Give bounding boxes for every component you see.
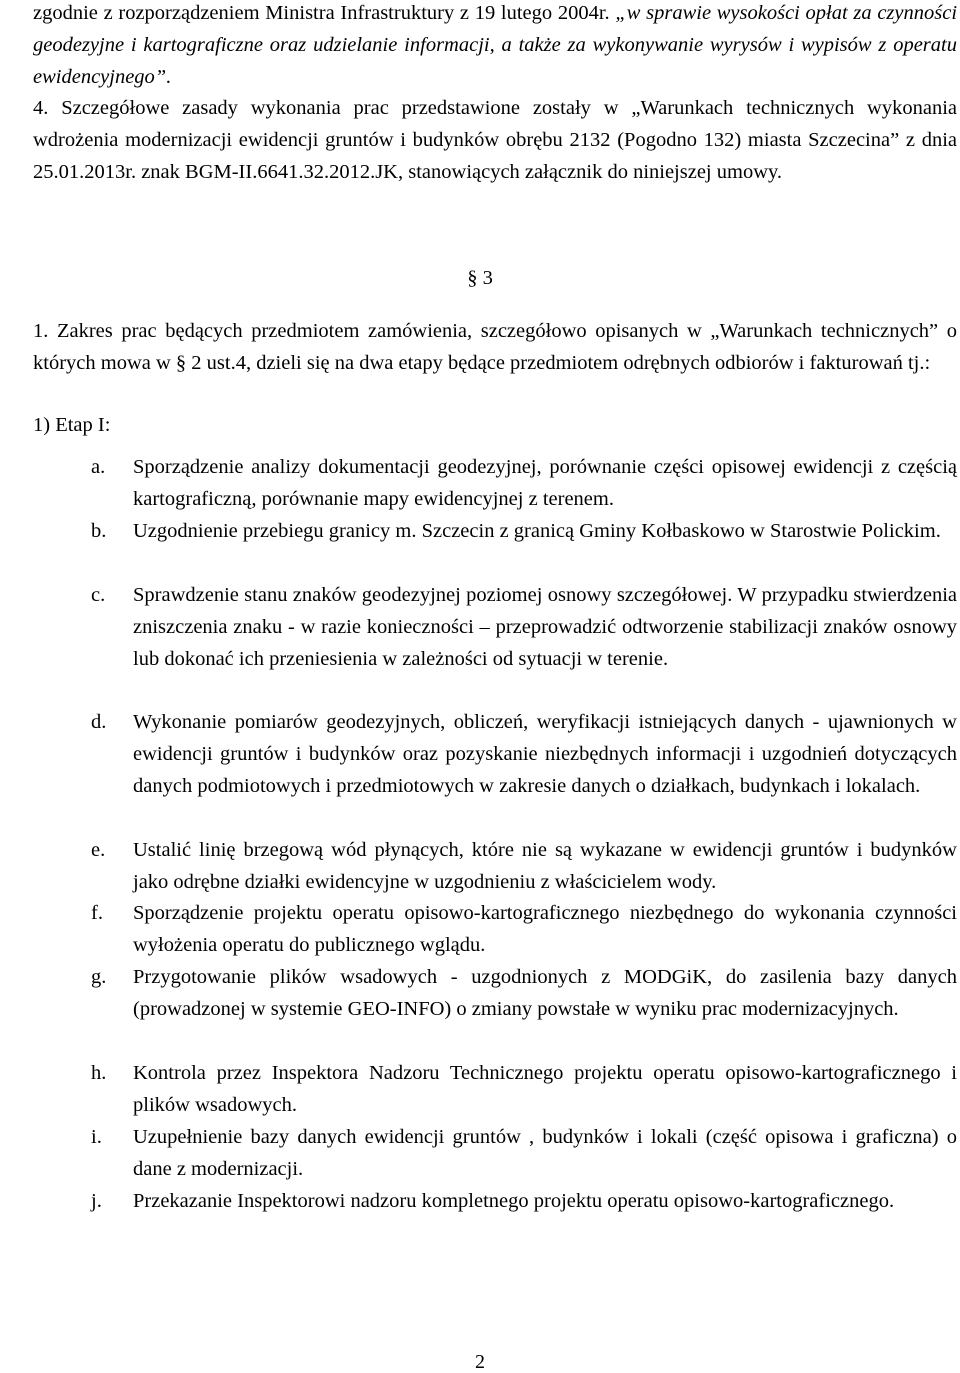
point-4-text: 4. Szczegółowe zasady wykonania prac przedstawione zostały w „Warunkach technicznych wykonania wdrożenia modernizacji ewidencji gruntów i budynków obrębu 2132 (Pogodno 132) miasta Szczecina” z dnia 25.01.2013r. znak BGM-II.6641.32.2012.JK, stanowiących załącznik do niniejszej umowy. [33, 97, 957, 183]
list-item-text: Sprawdzenie stanu znaków geodezyjnej poziomej osnowy szczegółowej. W przypadku stwierdzenia zniszczenia znaku - w razie konieczności – przeprowadzić odtworzenie stabilizacji znaków osnowy lub dokonać ich przeniesienia w zależności od sytuacji w terenie. [133, 584, 957, 670]
intro-text: zgodnie z rozporządzeniem Ministra Infrastruktury z 19 lutego 2004r. [33, 2, 616, 24]
list-item-text: Sporządzenie analizy dokumentacji geodezyjnej, porównanie części opisowej ewidencji z częścią kartograficzną, porównanie mapy ewidencyjnej z terenem. [133, 456, 957, 510]
list-item-letter: a. [91, 456, 106, 478]
list-item-letter: h. [91, 1062, 107, 1084]
list-item-letter: i. [91, 1126, 102, 1148]
intro-paragraph [33, 0, 957, 93]
list-item-text: Sporządzenie projektu operatu opisowo-kartograficznego niezbędnego do wykonania czynności wyłożenia operatu do publicznego wglądu. [133, 902, 957, 956]
section-heading: § 3 [467, 267, 493, 289]
list-item-letter: b. [91, 520, 107, 542]
list-item-text: Ustalić linię brzegową wód płynących, które nie są wykazane w ewidencji gruntów i budynków jako odrębne działki ewidencyjne w uzgodnieniu z właścicielem wody. [133, 839, 957, 893]
list-item-letter: c. [91, 584, 106, 606]
list-item-text: Wykonanie pomiarów geodezyjnych, obliczeń, weryfikacji istniejących danych - ujawnionych w ewidencji gruntów i budynków oraz pozyskanie niezbędnych informacji i uzgodnień dotyczących danych podmiotowych i przedmiotowych w zakresie danych o działkach, budynkach i lokalach. [133, 711, 957, 797]
etap-label: 1) Etap I: [33, 414, 111, 436]
list-item-letter: g. [91, 966, 107, 988]
list-item-text: Kontrola przez Inspektora Nadzoru Technicznego projektu operatu opisowo-kartograficznego i plików wsadowych. [133, 1062, 957, 1116]
scope-text: 1. Zakres prac będących przedmiotem zamówienia, szczegółowo opisanych w „Warunkach technicznych” o których mowa w § 2 ust.4, dzieli się na dwa etapy będące przedmiotem odrębnych odbiorów i fakturowań tj.: [33, 320, 957, 374]
list-item-letter: d. [91, 711, 107, 733]
list-item-letter: f. [91, 902, 103, 924]
list-item-text: Przygotowanie plików wsadowych - uzgodnionych z MODGiK, do zasilenia bazy danych (prowadzonej w systemie GEO-INFO) o zmiany powstałe w wyniku prac modernizacyjnych. [133, 966, 957, 1020]
list-item-letter: j. [91, 1190, 102, 1212]
list-item-letter: e. [91, 839, 106, 861]
intro-italic-title: „w sprawie wysokości opłat za czynności geodezyjne i kartograficzne oraz udzielanie informacji, a także za wykonywanie wyrysów i wypisów z operatu ewidencyjnego”. [33, 2, 958, 88]
list-item-text: Uzupełnienie bazy danych ewidencji gruntów , budynków i lokali (część opisowa i graficzna) o dane z modernizacji. [133, 1126, 957, 1180]
point-4-paragraph [33, 92, 957, 188]
list-item-text: Uzgodnienie przebiegu granicy m. Szczecin z granicą Gminy Kołbaskowo w Starostwie Polickim. [133, 520, 941, 542]
list-item-text: Przekazanie Inspektorowi nadzoru kompletnego projektu operatu opisowo-kartograficznego. [133, 1190, 895, 1212]
page-number: 2 [475, 1351, 485, 1373]
scope-paragraph [33, 315, 957, 379]
